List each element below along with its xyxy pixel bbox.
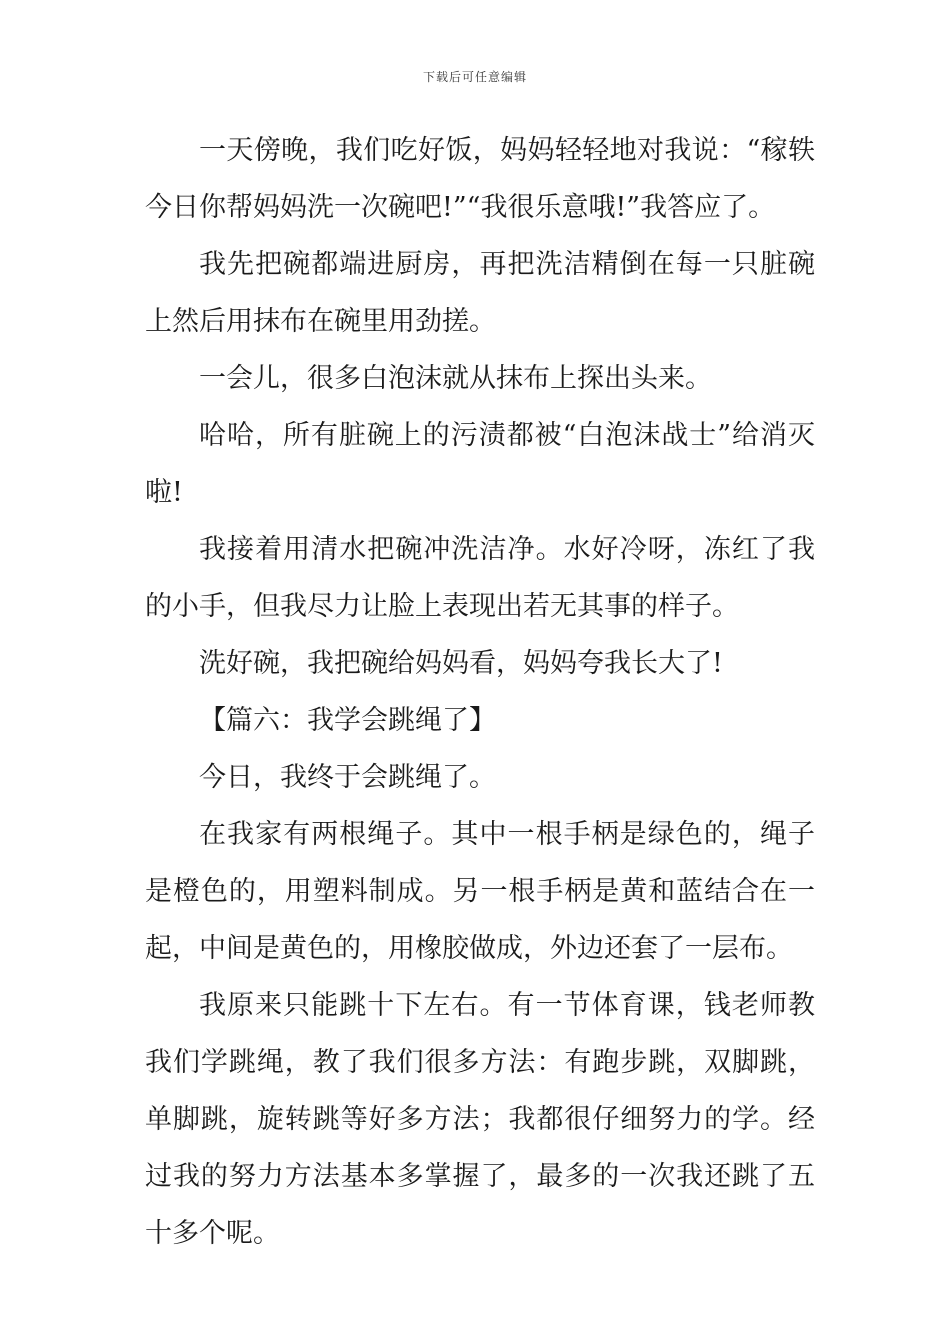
paragraph: 我先把碗都端进厨房，再把洗洁精倒在每一只脏碗上然后用抹布在碗里用劲搓。 [145,249,815,337]
page-header: 下载后可任意编辑 [422,70,527,84]
paragraph: 一会儿，很多白泡沫就从抹布上探出头来。 [199,363,712,394]
paragraph: 洗好碗，我把碗给妈妈看，妈妈夸我长大了! [199,648,723,679]
paragraph: 今日，我终于会跳绳了。 [199,762,496,793]
paragraph: 我原来只能跳十下左右。有一节体育课，钱老师教我们学跳绳，教了我们很多方法：有跑步跳，双脚跳，单脚跳，旋转跳等好多方法；我都很仔细努力的学。经过我的努力方法基本多掌握了，最多的一次我还跳了五十多个呢。 [145,990,815,1249]
section-heading: 【篇六：我学会跳绳了】 [199,705,496,736]
paragraph: 一天傍晚，我们吃好饭，妈妈轻轻地对我说：“稼轶今日你帮妈妈洗一次碗吧!”“我很乐意哦!”我答应了。 [145,135,815,223]
paragraph: 我接着用清水把碗冲洗洁净。水好冷呀，冻红了我的小手，但我尽力让脸上表现出若无其事的样子。 [145,534,815,622]
document-body [145,122,815,1262]
paragraph: 哈哈，所有脏碗上的污渍都被“白泡沫战士”给消灭啦! [145,420,815,508]
paragraph: 在我家有两根绳子。其中一根手柄是绿色的，绳子是橙色的，用塑料制成。另一根手柄是黄和蓝结合在一起，中间是黄色的，用橡胶做成，外边还套了一层布。 [145,819,815,964]
